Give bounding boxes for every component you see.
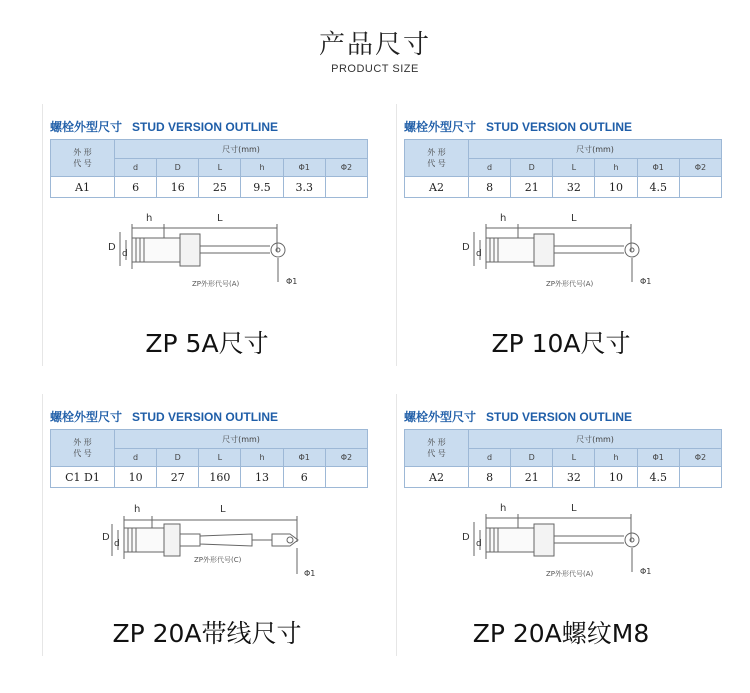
spec-panel-3 (42, 394, 372, 656)
col-header: L (199, 159, 241, 177)
table-cell: 8 (469, 467, 511, 488)
outline-code: ZP外形代号(A) (192, 280, 240, 288)
dim-h: h (134, 504, 141, 515)
table-row (405, 177, 722, 198)
dim-L: L (220, 504, 226, 515)
outline-drawing (456, 204, 696, 294)
heading-cn: 螺栓外型尺寸 (404, 410, 477, 424)
table-cell: 32 (553, 467, 595, 488)
dim-h: h (500, 503, 507, 514)
panel-heading (404, 408, 632, 425)
size-header: 尺寸(mm) (115, 430, 368, 449)
outline-drawing (102, 204, 342, 294)
col-header: Φ1 (637, 159, 679, 177)
table-cell: 10 (115, 467, 157, 488)
col-header: h (595, 159, 637, 177)
table-cell: C1 D1 (51, 467, 115, 488)
table-cell: 25 (199, 177, 241, 198)
heading-cn: 螺栓外型尺寸 (404, 120, 477, 134)
code-header-line2: 代 号 (427, 159, 446, 168)
page-title: 产品尺寸 (318, 30, 431, 60)
col-header: d (469, 159, 511, 177)
dim-d: d (476, 539, 482, 549)
col-header: d (115, 449, 157, 467)
table-cell: A1 (51, 177, 115, 198)
table-cell: 10 (595, 177, 637, 198)
heading-en: STUD VERSION OUTLINE (486, 120, 633, 134)
col-header: L (553, 449, 595, 467)
table-cell: 4.5 (637, 177, 679, 198)
code-header-line1: 外 形 (73, 148, 92, 157)
panel-caption: ZP 20A螺纹M8 (472, 619, 650, 648)
col-header: D (157, 159, 199, 177)
dim-phi: Φ1 (640, 277, 652, 286)
table-cell: 3.3 (283, 177, 325, 198)
table-row (405, 467, 722, 488)
dim-phi: Φ1 (640, 567, 652, 576)
table-cell: A2 (405, 467, 469, 488)
spec-table (50, 429, 368, 488)
table-cell: 21 (511, 467, 553, 488)
col-header: Φ1 (283, 159, 325, 177)
dim-L: L (571, 213, 577, 224)
dim-D: D (462, 532, 470, 543)
col-header: Φ2 (325, 449, 367, 467)
col-header: Φ1 (637, 449, 679, 467)
panel-heading (50, 118, 278, 135)
col-header: Φ2 (679, 449, 721, 467)
code-header (51, 140, 115, 177)
col-header: Φ1 (283, 449, 325, 467)
dim-h: h (500, 213, 507, 224)
dim-d: d (476, 249, 482, 259)
col-header: D (157, 449, 199, 467)
outline-code: ZP外形代号(A) (546, 570, 594, 578)
heading-cn: 螺栓外型尺寸 (50, 410, 123, 424)
table-cell (679, 467, 721, 488)
table-cell (325, 467, 367, 488)
dim-phi: Φ1 (304, 569, 316, 578)
table-cell: 13 (241, 467, 283, 488)
size-header: 尺寸(mm) (115, 140, 368, 159)
outline-code: ZP外形代号(A) (546, 280, 594, 288)
col-header: h (595, 449, 637, 467)
dim-D: D (462, 242, 470, 253)
table-cell: 8 (469, 177, 511, 198)
dim-h: h (146, 213, 153, 224)
spec-table (404, 139, 722, 198)
code-header-line1: 外 形 (427, 148, 446, 157)
outline-drawing (102, 494, 342, 584)
spec-panel-4 (396, 394, 726, 656)
heading-en: STUD VERSION OUTLINE (486, 410, 633, 424)
spec-table (404, 429, 722, 488)
panel-heading (50, 408, 278, 425)
col-header: d (115, 159, 157, 177)
size-header: 尺寸(mm) (469, 430, 722, 449)
table-cell (679, 177, 721, 198)
col-header: d (469, 449, 511, 467)
col-header: h (241, 159, 283, 177)
table-cell: A2 (405, 177, 469, 198)
panel-caption: ZP 5A尺寸 (145, 329, 269, 358)
table-cell: 9.5 (241, 177, 283, 198)
code-header-line2: 代 号 (73, 159, 92, 168)
table-row (51, 467, 368, 488)
dim-L: L (217, 213, 223, 224)
table-row (51, 177, 368, 198)
page-subtitle: PRODUCT SIZE (331, 63, 419, 75)
col-header: D (511, 449, 553, 467)
code-header (405, 140, 469, 177)
dim-L: L (571, 503, 577, 514)
heading-en: STUD VERSION OUTLINE (132, 120, 279, 134)
spec-panel-1 (42, 104, 372, 366)
col-header: L (199, 449, 241, 467)
col-header: Φ2 (325, 159, 367, 177)
code-header (405, 430, 469, 467)
dim-d: d (114, 539, 120, 549)
col-header: Φ2 (679, 159, 721, 177)
code-header-line2: 代 号 (427, 449, 446, 458)
col-header: D (511, 159, 553, 177)
dim-D: D (108, 242, 116, 253)
panel-heading (404, 118, 632, 135)
outline-code: ZP外形代号(C) (194, 556, 242, 564)
panel-caption: ZP 20A带线尺寸 (112, 619, 302, 648)
spec-table (50, 139, 368, 198)
outline-drawing (456, 494, 696, 584)
table-cell: 27 (157, 467, 199, 488)
col-header: L (553, 159, 595, 177)
dim-D: D (102, 532, 110, 543)
code-header (51, 430, 115, 467)
table-cell: 16 (157, 177, 199, 198)
spec-panel-2 (396, 104, 726, 366)
table-cell: 32 (553, 177, 595, 198)
table-cell: 160 (199, 467, 241, 488)
code-header-line2: 代 号 (73, 449, 92, 458)
table-cell: 10 (595, 467, 637, 488)
code-header-line1: 外 形 (73, 438, 92, 447)
dim-phi: Φ1 (286, 277, 298, 286)
code-header-line1: 外 形 (427, 438, 446, 447)
heading-en: STUD VERSION OUTLINE (132, 410, 279, 424)
panel-caption: ZP 10A尺寸 (491, 329, 631, 358)
size-header: 尺寸(mm) (469, 140, 722, 159)
table-cell: 6 (283, 467, 325, 488)
table-cell (325, 177, 367, 198)
heading-cn: 螺栓外型尺寸 (50, 120, 123, 134)
table-cell: 21 (511, 177, 553, 198)
col-header: h (241, 449, 283, 467)
table-cell: 4.5 (637, 467, 679, 488)
dim-d: d (122, 249, 128, 259)
table-cell: 6 (115, 177, 157, 198)
